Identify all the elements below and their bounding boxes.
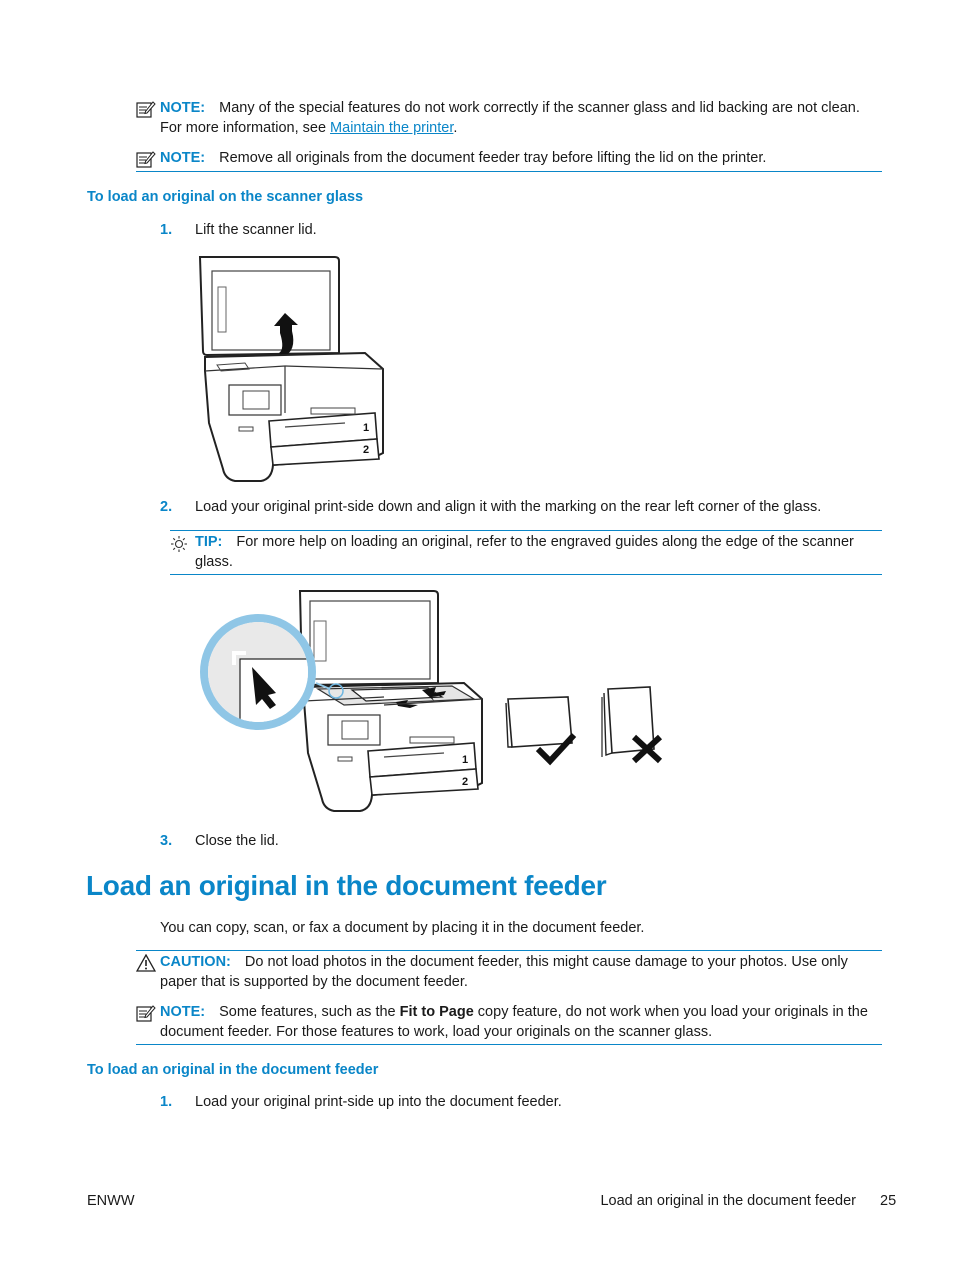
step-text: Lift the scanner lid. [195,222,317,238]
feeder-step-1 [160,1093,562,1112]
tip-block [170,533,882,572]
note-divider [136,171,882,172]
lightbulb-icon [170,535,188,553]
tip-keyword: TIP: [195,534,223,550]
tip-top-divider [170,530,882,531]
caution-block [136,953,882,992]
step-3 [160,832,279,851]
step-2 [160,498,821,517]
step-number: 3. [160,833,173,849]
note-icon [136,151,156,169]
maintain-printer-link[interactable]: Maintain the printer [330,119,454,136]
note-text: Remove all originals from the document feeder tray before lifting the lid on the printer. [219,150,767,166]
warning-icon [136,954,156,972]
note-icon [136,101,156,119]
caution-top-divider [136,950,882,951]
tray-1-label: 1 [363,422,370,434]
caution-keyword: CAUTION: [160,954,231,970]
tip-bottom-divider [170,574,882,575]
subheading-scanner-glass: To load an original on the scanner glass [87,189,364,205]
note-keyword: NOTE: [160,100,206,116]
step-number: 1. [160,222,173,238]
caution-text: Do not load photos in the document feeder, this might cause damage to your photos. Use only paper that is supported by the document feeder. [160,954,848,990]
note-fit-to-page: NOTE: Some features, such as the Fit to Page copy feature, do not work when you load your originals in the document feeder. For those features to work, load your originals on the scanner glass. [136,1003,882,1042]
note-maintenance: NOTE: Many of the special features do not work correctly if the scanner glass and lid backing are not clean. For more information, see Maintain the printer. [136,99,882,138]
note-keyword: NOTE: [160,150,206,166]
note-icon [136,1005,156,1023]
step-text: Load your original print-side up into the document feeder. [195,1094,562,1110]
subheading-document-feeder: To load an original in the document feeder [87,1062,379,1078]
note-text: Some features, such as the [219,1004,400,1020]
tray-2-label: 2 [462,776,469,788]
tip-text: For more help on loading an original, refer to the engraved guides along the edge of the scanner glass. [195,534,854,570]
page-number: 25 [880,1193,897,1209]
section-heading: Load an original in the document feeder [86,870,607,901]
step-number: 2. [160,499,173,515]
footer-left: ENWW [87,1193,135,1209]
note-keyword: NOTE: [160,1004,206,1020]
incorrect-example [602,687,660,761]
footer-title: Load an original in the document feeder [600,1193,856,1209]
note-text: Many of the special features do not work correctly if the scanner glass and lid backing are not clean. For more information, see [160,100,860,136]
note-remove-originals [136,149,882,169]
intro-paragraph: You can copy, scan, or fax a document by placing it in the document feeder. [160,920,645,936]
step-text: Close the lid. [195,833,279,849]
note-bottom-divider [136,1044,882,1045]
tray-2-label: 2 [363,444,370,456]
correct-example [506,697,574,761]
fit-to-page-term: Fit to Page [399,1004,474,1020]
printer-lid-open-illustration [195,253,390,485]
step-number: 1. [160,1094,173,1110]
tray-1-label: 1 [462,754,469,766]
step-text: Load your original print-side down and align it with the marking on the rear left corner of the glass. [195,499,822,515]
align-original-illustration [196,587,666,817]
step-1 [160,221,317,240]
